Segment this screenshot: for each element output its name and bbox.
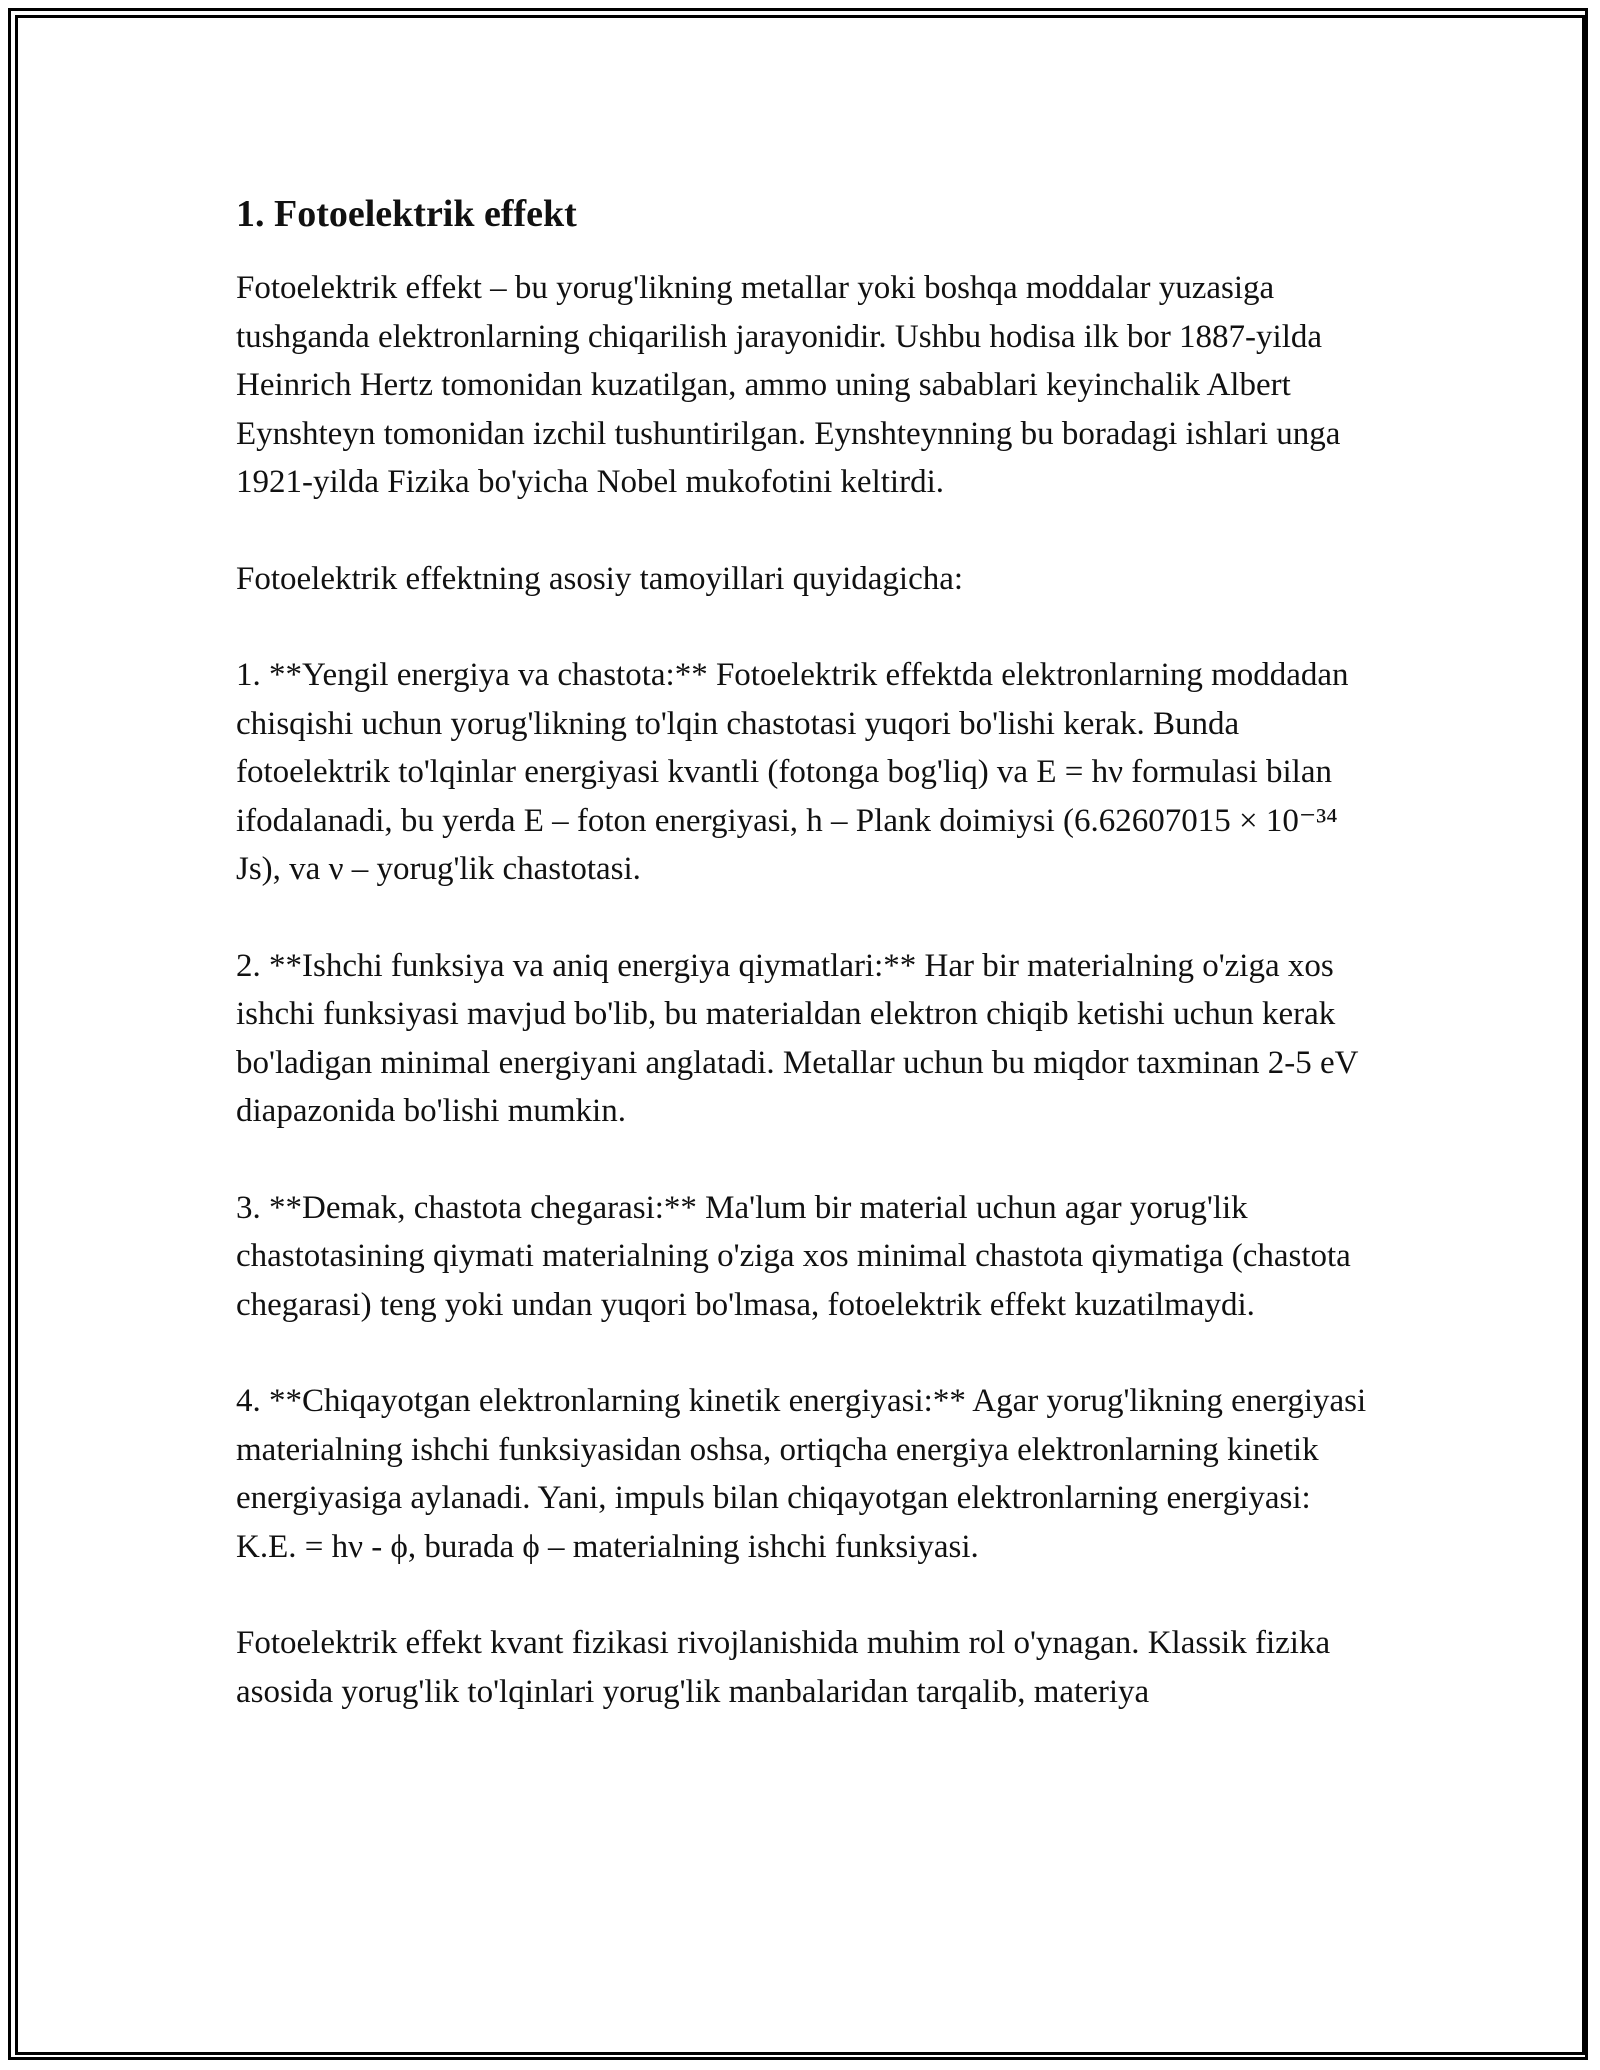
paragraph-conclusion: Fotoelektrik effekt kvant fizikasi rivojlanishida muhim rol o'ynagan. Klassik fizika asosida yorug'lik to'lqinlari yorug'lik manbalaridan tarqalib, materiya: [236, 1625, 1331, 1710]
paragraph-principles-lead: Fotoelektrik effektning asosiy tamoyillari quyidagicha:: [236, 560, 964, 597]
list-item-4: 4. **Chiqayotgan elektronlarning kinetik energiyasi:** Agar yorug'likning energiyasi materialning ishchi funksiyasidan oshsa, ortiqcha energiya elektronlarning kinetik energiyasiga aylanadi. Yani, impuls bilan chiqayotgan elektronlarning energiyasi: K.E. = hν - ϕ, burada ϕ – materialning ishchi funksiyasi.: [236, 1383, 1367, 1565]
list-item-1: 1. **Yengil energiya va chastota:** Fotoelektrik effektda elektronlarning moddadan chisqishi uchun yorug'likning to'lqin chastotasi yuqori bo'lishi kerak. Bunda fotoelektrik to'lqinlar energiyasi kvantli (fotonga bog'liq) va E = hν formulasi bilan ifodalanadi, bu yerda E – foton energiyasi, h – Plank doimiysi (6.62607015 × 10⁻³⁴ Js), va ν – yorug'lik chastotasi.: [236, 657, 1349, 887]
paragraph-intro: Fotoelektrik effekt – bu yorug'likning metallar yoki boshqa moddalar yuzasiga tushganda elektronlarning chiqarilish jarayonidir. Ushbu hodisa ilk bor 1887-yilda Heinrich Hertz tomonidan kuzatilgan, ammo uning sabablari keyinchalik Albert Eynshteyn tomonidan izchil tushuntirilgan. Eynshteynning bu boradagi ishlari unga 1921-yilda Fizika bo'yicha Nobel mukofotini keltirdi.: [236, 270, 1341, 500]
document-body: [236, 186, 1371, 1716]
list-item-2: 2. **Ishchi funksiya va aniq energiya qiymatlari:** Har bir materialning o'ziga xos ishchi funksiyasi mavjud bo'lib, bu materialdan elektron chiqib ketishi uchun kerak bo'ladigan minimal energiyani anglatadi. Metallar uchun bu miqdor taxminan 2-5 eV diapazonida bo'lishi mumkin.: [236, 947, 1358, 1129]
section-heading: 1. Fotoelektrik effekt: [236, 193, 577, 235]
list-item-3: 3. **Demak, chastota chegarasi:** Ma'lum bir material uchun agar yorug'lik chastotasining qiymati materialning o'ziga xos minimal chastota qiymatiga (chastota chegarasi) teng yoki undan yuqori bo'lmasa, fotoelektrik effekt kuzatilmaydi.: [236, 1189, 1351, 1323]
